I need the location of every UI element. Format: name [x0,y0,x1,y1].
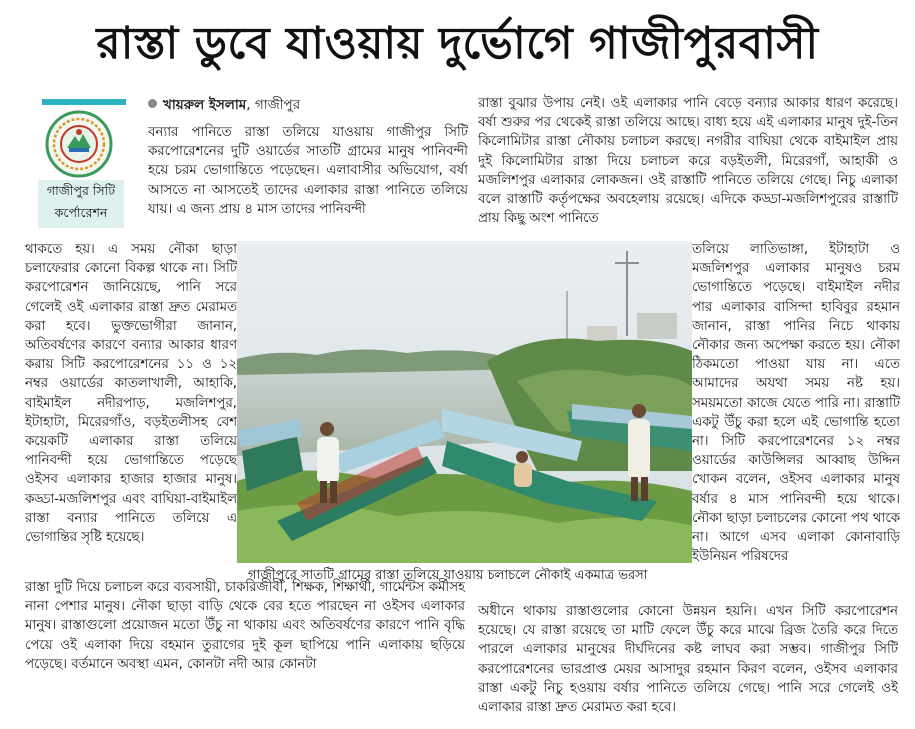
article-column-6: অধীনে থাকায় রাস্তাগুলোর কোনো উন্নয়ন হয়নি। এখন সিটি করপোরেশন হয়েছে। যে রাস্তা রয়েছে তা মাটি ফেলে উঁচু করে মাঝে ব্রিজ তৈরি করে দিতে পারলে এলাকার মানুষের দীর্ঘদিনের কষ্ট লাঘব করা সম্ভব। গাজীপুর সিটি করপোরেশনের ভারপ্রাপ্ত মেয়র আসাদুর রহমান কিরণ বলেন, ওইসব এলাকার রাস্তা একটু নিচু হওয়ায় বর্ষার পানিতে তলিয়ে গেছে। পানি সরে গেলেই ওই এলাকার রাস্তা দ্রুত মেরামত করা হবে। [478,604,898,716]
headline: রাস্তা ডুবে যাওয়ায় দুর্ভোগে গাজীপুরবাসী [96,18,819,69]
bullet-icon [148,99,157,108]
author-name: খায়রুল ইসলাম [163,97,247,113]
byline [148,94,300,117]
logo-caption-line1: গাজীপুর সিটি [46,183,116,198]
city-corporation-logo [45,110,113,178]
logo-caption-line2: কর্পোরেশন [54,205,108,220]
article-column-4: রাস্তা বুঝার উপায় নেই। ওই এলাকার পানি বেড়ে বন্যার আকার ধারণ করেছে। বর্ষা শুরুর পর থেকেই রাস্তা তলিয়ে আছে। বাধ্য হয়ে এই এলাকার মানুষ দুই-তিন কিলোমিটার রাস্তা নৌকায় চলাচল করছে। নগরীর বাঘিয়া থেকে বাইমাইল প্রায় দুই কিলোমিটার রাস্তা দিয়ে চলাচল করে বড়ইতলী, মিরেরগাঁ, আহাকী ও মজলিশপুর এলাকার লোকজন। ওই রাস্তাটি পানিতে তলিয়ে গেছে। নিচু এলাকা বলে রাস্তাটি কর্তৃপক্ষের অবহেলায় রয়েছে। এদিকে কড্ডা-মজলিশপুরের রাস্তাটি প্রায় কিছু অংশ পানিতে [478,96,898,227]
article-column-1: বন্যার পানিতে রাস্তা তলিয়ে যাওয়ায় গাজীপুর সিটি করপোরেশনের দুটি ওয়ার্ডের সাতটি গ্রামের মানুষ পানিবন্দী হয়ে চরম ভোগান্তিতে পড়েছেন। এলাবাসীর অভিযোগ, বর্ষা আসতে না আসতেই তাদের এলাকার রাস্তা পানিতে তলিয়ে যায়। এ জন্য প্রায় ৪ মাস তাদের পানিবন্দী [148,125,468,217]
logo-caption [38,180,124,228]
article-column-3: রাস্তা দুটি দিয়ে চলাচল করে ব্যবসায়ী, চাকরিজীবী, শিক্ষক, শিক্ষার্থী, গার্মেন্টস কর্মীসহ নানা পেশার মানুষ। নৌকা ছাড়া বাড়ি থেকে বের হতে পারছেন না ওইসব এলাকার মানুষ। রাস্তাগুলো প্রয়োজন মতো উঁচু না থাকায় এবং অতিবর্ষণের কারণে পানি বৃদ্ধি পেয়ে ওই এলাকা দিয়ে বহমান তুরাগের দুই কূল ছাপিয়ে পানি এলাকায় ছড়িয়ে পড়েছে। বর্তমানে অবস্থা এমন, কোনটা নদী আর কোনটা [25,580,465,672]
accent-bar [42,99,126,105]
byline-location: , গাজীপুর [246,97,301,113]
article-column-2: থাকতে হয়। এ সময় নৌকা ছাড়া চলাফেরার কোনো বিকল্প থাকে না। সিটি করপোরেশন জানিয়েছে, পানি সরে গেলেই ওই এলাকার রাস্তা দ্রুত মেরামত করা হবে। ভুক্তভোগীরা জানান, অতিবর্ষণের কারণে বন্যার আকার ধারণ করায় সিটি করপোরেশনের ১১ ও ১২ নম্বর ওয়ার্ডের কাতলাখালী, আহাকি, বাইমাইল নদীরপাড়, মজলিশপুর, ইটাহাটা, মিরেরগাঁও, বড়ইতলীসহ বেশ কয়েকটি এলাকার রাস্তা তলিয়ে পানিবন্দী হয়ে ভোগান্তিতে পড়েছে ওইসব এলাকার হাজার হাজার মানুষ। কড্ডা-মজলিশপুর এবং বাঘিয়া-বাইমাইল রাস্তা বন্যার পানিতে তলিয়ে এ ভোগান্তির সৃষ্টি হয়েছে। [25,242,237,546]
article-column-5: তলিয়ে লাতিভাঙ্গা, ইটাহাটা ও মজলিশপুর এলাকার মানুষও চরম ভোগান্তিতে পড়েছে। বাইমাইল নদীর পার এলাকার বাসিন্দা হাবিবুর রহমান জানান, রাস্তা পানির নিচে থাকায় নৌকার জন্য অপেক্ষা করতে হয়। নৌকা ঠিকমতো পাওয়া যায় না। এতে আমাদের অযথা সময় নষ্ট হয়। সময়মতো কাজে যেতে পারি না। রাস্তাটি একটু উঁচু করা হলে এই ভোগান্তি হতো না। সিটি করপোরেশনের ১২ নম্বর ওয়ার্ডের কাউন্সিলর আব্বাছ উদ্দিন খোকন বলেন, ওইসব এলাকার মানুষ বর্ষার ৪ মাস পানিবন্দী হয়ে থাকে। নৌকা ছাড়া চলাচলের কোনো পথ থাকে না। আগে এসব এলাকা কোনাবাড়ি ইউনিয়ন পরিষদের [692,242,900,565]
news-photo-boats [237,241,692,563]
photo-caption: গাজীপুরে সাতটি গ্রামের রাস্তা তলিয়ে যাওয়ায় চলাচলে নৌকাই একমাত্র ভরসা [248,568,648,583]
